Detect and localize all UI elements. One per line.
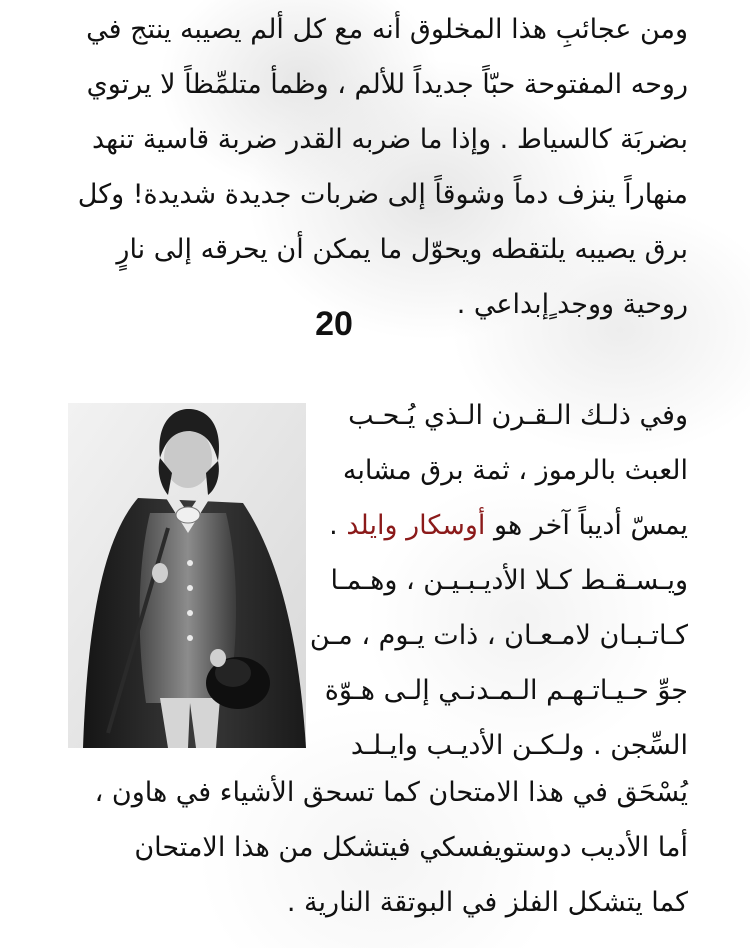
- highlighted-name: أوسكار وايلد: [346, 510, 486, 541]
- text-line: كما يتشكل الفلز في البوتقة النارية .: [286, 887, 688, 918]
- text-line: أما الأديب دوستويفسكي فيتشكل من هذا الامتحان: [134, 832, 688, 863]
- page-number: 20: [315, 305, 353, 343]
- top-paragraph: [58, 2, 688, 332]
- text-line: ومن عجائبِ هذا المخلوق أنه مع كل ألم يصيبه ينتج في: [86, 14, 688, 45]
- text-line: ويـسـقـط كـلا الأديـبـيـن ، وهـمـا: [330, 565, 688, 596]
- text-line: جوِّ حـيـاتـهـم الـمـدنـي إلـى هـوّة: [324, 675, 688, 706]
- text-line: كـاتـبـان لامـعـان ، ذات يـوم ، مـن: [309, 620, 688, 651]
- portrait-photo: [68, 403, 306, 748]
- bottom-paragraph: [58, 765, 688, 930]
- text-line: العبث بالرموز ، ثمة برق مشابه: [342, 455, 688, 486]
- text-segment: .: [329, 510, 347, 541]
- text-line: برق يصيبه يلتقطه ويحوّل ما يمكن أن يحرقه إلى نارٍ: [116, 234, 688, 265]
- text-line: روحية ووجد ٍإبداعي .: [456, 289, 688, 320]
- side-paragraph: [309, 388, 688, 773]
- text-line: وفي ذلـك الـقـرن الـذي يُـحـب: [348, 400, 688, 431]
- text-segment: يمسّ أديباً آخر هو: [485, 510, 688, 541]
- text-line: [329, 498, 688, 553]
- text-line: منهاراً ينزف دماً وشوقاً إلى ضربات جديدة شديدة! وكل: [77, 179, 688, 210]
- text-line: السِّجن . ولـكـن الأديـب وايـلـد: [350, 730, 688, 761]
- text-line: روحه المفتوحة حبّاً جديداً للألم ، وظمأ متلمِّظاً لا يرتوي: [86, 69, 688, 100]
- text-line: يُسْحَق في هذا الامتحان كما تسحق الأشياء في هاون ،: [94, 777, 688, 808]
- text-line: بضربَة كالسياط . وإذا ما ضربه القدر ضربة قاسية تنهد: [91, 124, 688, 155]
